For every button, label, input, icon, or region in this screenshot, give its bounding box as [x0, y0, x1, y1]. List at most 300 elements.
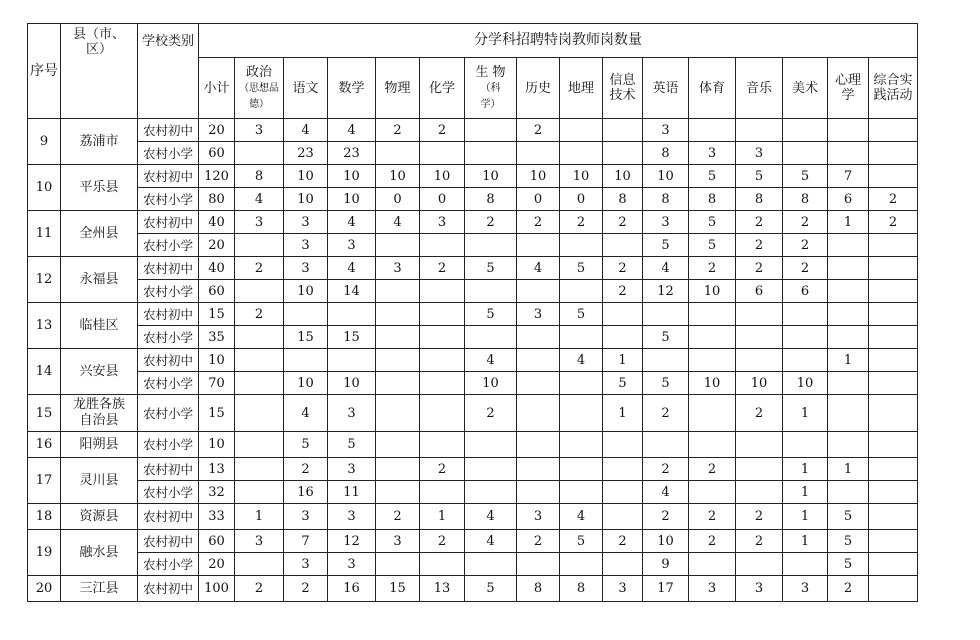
cell-count: [828, 234, 869, 257]
teacher-posts-table: [27, 23, 918, 602]
cell-count: 3: [328, 234, 376, 257]
header-pe: 体育: [689, 58, 736, 119]
cell-count: [869, 530, 918, 553]
cell-count: [869, 257, 918, 280]
cell-count: 2: [235, 303, 284, 326]
table-row: [28, 211, 918, 234]
cell-count: 4: [465, 504, 517, 530]
row-seq: 19: [28, 530, 61, 576]
cell-count: [643, 303, 689, 326]
cell-count: [517, 553, 560, 576]
cell-count: [783, 119, 828, 142]
cell-count: [736, 458, 783, 481]
cell-count: [376, 349, 420, 372]
cell-count: [869, 119, 918, 142]
cell-count: [869, 553, 918, 576]
table-row: [28, 504, 918, 530]
cell-count: 1: [828, 349, 869, 372]
row-school-type: 农村小学: [138, 481, 199, 504]
cell-count: 2: [603, 280, 643, 303]
row-county: 资源县: [61, 504, 138, 530]
cell-count: 13: [420, 576, 465, 602]
cell-count: [869, 576, 918, 602]
cell-count: [736, 303, 783, 326]
cell-count: 10: [284, 372, 328, 395]
cell-count: 5: [689, 234, 736, 257]
cell-count: 1: [783, 530, 828, 553]
table-row: [28, 481, 918, 504]
cell-count: [783, 326, 828, 349]
cell-count: 12: [643, 280, 689, 303]
cell-count: [783, 432, 828, 458]
header-art: 美术: [783, 58, 828, 119]
cell-count: [465, 142, 517, 165]
cell-count: [235, 349, 284, 372]
header-county: 县（市、 区）: [61, 24, 138, 119]
header-psychology: 心理 学: [828, 58, 869, 119]
table-row: [28, 326, 918, 349]
cell-count: [783, 142, 828, 165]
cell-count: 7: [284, 530, 328, 553]
cell-count: [689, 326, 736, 349]
cell-count: [603, 119, 643, 142]
cell-count: 2: [736, 257, 783, 280]
cell-count: 11: [328, 481, 376, 504]
cell-count: [560, 481, 603, 504]
cell-count: [736, 432, 783, 458]
row-seq: 11: [28, 211, 61, 257]
cell-subtotal: 15: [199, 395, 235, 432]
cell-count: [869, 432, 918, 458]
cell-count: 2: [643, 504, 689, 530]
cell-count: 2: [560, 211, 603, 234]
cell-count: [603, 553, 643, 576]
row-school-type: 农村初中: [138, 349, 199, 372]
row-county: 永福县: [61, 257, 138, 303]
cell-count: 2: [643, 458, 689, 481]
cell-count: 7: [828, 165, 869, 188]
table-row: [28, 432, 918, 458]
cell-subtotal: 20: [199, 234, 235, 257]
cell-count: 5: [465, 303, 517, 326]
cell-count: 3: [643, 211, 689, 234]
cell-count: 10: [284, 165, 328, 188]
cell-count: [560, 458, 603, 481]
cell-count: 5: [643, 372, 689, 395]
row-seq: 14: [28, 349, 61, 395]
cell-count: 4: [328, 119, 376, 142]
table-row: [28, 142, 918, 165]
header-it: 信息 技术: [603, 58, 643, 119]
cell-count: [560, 234, 603, 257]
cell-count: [828, 326, 869, 349]
header-seq: 序号: [28, 24, 61, 119]
cell-count: [689, 303, 736, 326]
cell-count: [465, 119, 517, 142]
row-county: 平乐县: [61, 165, 138, 211]
cell-count: 3: [517, 504, 560, 530]
cell-count: 10: [783, 372, 828, 395]
cell-count: 4: [560, 349, 603, 372]
row-school-type: 农村初中: [138, 458, 199, 481]
cell-count: [689, 432, 736, 458]
header-politics: 政治 （思想品 德）: [235, 58, 284, 119]
cell-count: 10: [284, 188, 328, 211]
cell-count: [869, 280, 918, 303]
row-county: 阳朔县: [61, 432, 138, 458]
cell-count: [869, 349, 918, 372]
cell-count: 3: [517, 303, 560, 326]
cell-count: 5: [603, 372, 643, 395]
cell-count: 1: [783, 395, 828, 432]
header-music: 音乐: [736, 58, 783, 119]
row-school-type: 农村小学: [138, 142, 199, 165]
cell-count: [420, 349, 465, 372]
cell-count: 2: [736, 211, 783, 234]
cell-count: 2: [603, 257, 643, 280]
cell-count: 9: [643, 553, 689, 576]
cell-count: 2: [465, 395, 517, 432]
cell-count: 14: [328, 280, 376, 303]
cell-count: 4: [643, 257, 689, 280]
cell-count: 2: [284, 458, 328, 481]
cell-count: [869, 234, 918, 257]
cell-count: [603, 303, 643, 326]
cell-count: [517, 458, 560, 481]
cell-count: [376, 372, 420, 395]
cell-subtotal: 70: [199, 372, 235, 395]
row-county: 兴安县: [61, 349, 138, 395]
cell-subtotal: 33: [199, 504, 235, 530]
cell-count: [420, 326, 465, 349]
cell-count: 5: [465, 576, 517, 602]
cell-count: 4: [376, 211, 420, 234]
cell-count: [517, 280, 560, 303]
cell-count: 5: [643, 234, 689, 257]
cell-count: 1: [603, 349, 643, 372]
cell-count: 4: [328, 257, 376, 280]
cell-count: 8: [603, 188, 643, 211]
cell-count: 5: [560, 257, 603, 280]
cell-count: [376, 303, 420, 326]
cell-subtotal: 20: [199, 119, 235, 142]
cell-count: [603, 432, 643, 458]
cell-subtotal: 10: [199, 349, 235, 372]
cell-count: 1: [783, 458, 828, 481]
cell-count: 3: [603, 576, 643, 602]
cell-count: 2: [783, 234, 828, 257]
row-seq: 10: [28, 165, 61, 211]
cell-count: 6: [783, 280, 828, 303]
cell-count: 0: [517, 188, 560, 211]
cell-subtotal: 100: [199, 576, 235, 602]
cell-count: 2: [736, 530, 783, 553]
row-school-type: 农村初中: [138, 257, 199, 280]
header-chemistry: 化学: [420, 58, 465, 119]
header-english: 英语: [643, 58, 689, 119]
cell-count: [689, 553, 736, 576]
cell-count: 3: [689, 142, 736, 165]
cell-count: [603, 234, 643, 257]
cell-count: [376, 458, 420, 481]
cell-count: [560, 119, 603, 142]
cell-count: [420, 234, 465, 257]
cell-count: 3: [235, 530, 284, 553]
cell-count: [420, 553, 465, 576]
row-school-type: 农村小学: [138, 280, 199, 303]
row-seq: 18: [28, 504, 61, 530]
cell-count: [736, 481, 783, 504]
row-seq: 9: [28, 119, 61, 165]
cell-count: [828, 303, 869, 326]
cell-count: [235, 553, 284, 576]
cell-count: [420, 395, 465, 432]
cell-count: 2: [828, 576, 869, 602]
cell-count: 15: [284, 326, 328, 349]
cell-subtotal: 10: [199, 432, 235, 458]
cell-count: 5: [643, 326, 689, 349]
cell-count: [517, 432, 560, 458]
cell-subtotal: 60: [199, 142, 235, 165]
cell-count: [828, 280, 869, 303]
cell-count: 3: [284, 553, 328, 576]
table-row: [28, 576, 918, 602]
table-row: [28, 372, 918, 395]
cell-count: 2: [689, 504, 736, 530]
table-row: [28, 119, 918, 142]
cell-count: 1: [235, 504, 284, 530]
cell-count: 3: [689, 576, 736, 602]
row-school-type: 农村初中: [138, 530, 199, 553]
header-biology: 生 物 （科 学）: [465, 58, 517, 119]
row-seq: 12: [28, 257, 61, 303]
cell-count: 2: [869, 188, 918, 211]
cell-count: [420, 280, 465, 303]
cell-count: [869, 395, 918, 432]
cell-count: 8: [235, 165, 284, 188]
cell-count: 3: [328, 458, 376, 481]
cell-count: [689, 119, 736, 142]
cell-count: 3: [736, 576, 783, 602]
cell-count: 5: [736, 165, 783, 188]
cell-subtotal: 60: [199, 280, 235, 303]
cell-count: 2: [517, 119, 560, 142]
cell-count: 8: [517, 576, 560, 602]
cell-count: 15: [328, 326, 376, 349]
cell-count: [689, 349, 736, 372]
cell-count: 5: [689, 165, 736, 188]
cell-count: [869, 326, 918, 349]
cell-subtotal: 20: [199, 553, 235, 576]
cell-count: [783, 303, 828, 326]
cell-count: 1: [783, 481, 828, 504]
cell-count: 0: [376, 188, 420, 211]
cell-count: [560, 280, 603, 303]
cell-count: 2: [420, 458, 465, 481]
cell-count: [828, 119, 869, 142]
cell-count: 2: [603, 530, 643, 553]
cell-count: 3: [420, 211, 465, 234]
cell-count: 2: [736, 234, 783, 257]
cell-count: [828, 481, 869, 504]
cell-count: [560, 432, 603, 458]
cell-count: [376, 280, 420, 303]
cell-count: 4: [284, 395, 328, 432]
cell-count: 8: [560, 576, 603, 602]
cell-count: 10: [736, 372, 783, 395]
cell-count: [517, 481, 560, 504]
table-row: [28, 165, 918, 188]
cell-subtotal: 13: [199, 458, 235, 481]
table-row: [28, 530, 918, 553]
cell-count: [869, 303, 918, 326]
cell-count: 8: [783, 188, 828, 211]
cell-count: 4: [328, 211, 376, 234]
cell-subtotal: 40: [199, 211, 235, 234]
row-county: 龙胜各族自治县: [61, 395, 138, 432]
cell-count: [376, 234, 420, 257]
cell-count: 2: [420, 257, 465, 280]
cell-count: [828, 257, 869, 280]
header-geography: 地理: [560, 58, 603, 119]
row-school-type: 农村小学: [138, 553, 199, 576]
row-county: 荔浦市: [61, 119, 138, 165]
cell-count: 2: [689, 530, 736, 553]
row-seq: 17: [28, 458, 61, 504]
cell-subtotal: 60: [199, 530, 235, 553]
cell-count: 2: [465, 211, 517, 234]
cell-count: [235, 142, 284, 165]
cell-count: 0: [560, 188, 603, 211]
cell-count: [376, 326, 420, 349]
table-row: [28, 303, 918, 326]
cell-count: [736, 553, 783, 576]
cell-count: [643, 349, 689, 372]
cell-subtotal: 80: [199, 188, 235, 211]
cell-count: [689, 395, 736, 432]
cell-count: [828, 142, 869, 165]
row-seq: 20: [28, 576, 61, 602]
cell-count: [560, 553, 603, 576]
cell-count: 10: [689, 280, 736, 303]
cell-count: 2: [376, 504, 420, 530]
cell-count: 8: [689, 188, 736, 211]
cell-count: 10: [643, 165, 689, 188]
cell-count: [517, 142, 560, 165]
header-practice: 综合实 践活动: [869, 58, 918, 119]
cell-subtotal: 32: [199, 481, 235, 504]
cell-count: 12: [328, 530, 376, 553]
row-school-type: 农村初中: [138, 211, 199, 234]
cell-count: [465, 234, 517, 257]
cell-count: 3: [284, 211, 328, 234]
row-school-type: 农村小学: [138, 432, 199, 458]
cell-count: [869, 481, 918, 504]
cell-count: [783, 349, 828, 372]
row-county: 临桂区: [61, 303, 138, 349]
cell-count: [465, 458, 517, 481]
row-county: 灵川县: [61, 458, 138, 504]
cell-count: [869, 504, 918, 530]
cell-count: 2: [783, 257, 828, 280]
cell-count: 4: [235, 188, 284, 211]
cell-count: 10: [376, 165, 420, 188]
table-row: [28, 395, 918, 432]
cell-count: [420, 372, 465, 395]
cell-count: [235, 234, 284, 257]
cell-count: [465, 432, 517, 458]
cell-count: [869, 458, 918, 481]
cell-count: 4: [643, 481, 689, 504]
cell-count: 5: [689, 211, 736, 234]
cell-count: [643, 432, 689, 458]
cell-subtotal: 40: [199, 257, 235, 280]
cell-count: 6: [828, 188, 869, 211]
cell-count: [869, 142, 918, 165]
cell-count: 2: [783, 211, 828, 234]
cell-count: 2: [517, 530, 560, 553]
cell-count: [560, 326, 603, 349]
table-row: [28, 349, 918, 372]
cell-count: [235, 432, 284, 458]
table-row: [28, 458, 918, 481]
cell-count: 8: [465, 188, 517, 211]
cell-count: 10: [328, 165, 376, 188]
header-history: 历史: [517, 58, 560, 119]
cell-count: [328, 349, 376, 372]
row-school-type: 农村初中: [138, 119, 199, 142]
cell-count: 4: [517, 257, 560, 280]
cell-count: [603, 504, 643, 530]
cell-subtotal: 35: [199, 326, 235, 349]
cell-count: [828, 432, 869, 458]
cell-count: 15: [376, 576, 420, 602]
cell-count: [736, 119, 783, 142]
cell-count: [376, 395, 420, 432]
cell-count: 5: [284, 432, 328, 458]
cell-count: 10: [560, 165, 603, 188]
cell-count: 2: [235, 576, 284, 602]
cell-count: 5: [560, 530, 603, 553]
cell-count: 2: [689, 458, 736, 481]
cell-count: [828, 372, 869, 395]
cell-count: 3: [376, 530, 420, 553]
cell-count: [284, 349, 328, 372]
cell-count: 1: [828, 211, 869, 234]
cell-count: 2: [869, 211, 918, 234]
cell-count: [235, 481, 284, 504]
cell-count: 5: [828, 553, 869, 576]
cell-count: 3: [783, 576, 828, 602]
cell-count: 3: [328, 395, 376, 432]
cell-count: 8: [736, 188, 783, 211]
cell-count: 10: [328, 188, 376, 211]
cell-count: 3: [284, 257, 328, 280]
row-seq: 15: [28, 395, 61, 432]
cell-count: [869, 165, 918, 188]
cell-count: 10: [643, 530, 689, 553]
cell-count: 5: [465, 257, 517, 280]
cell-count: [235, 458, 284, 481]
cell-count: 2: [736, 504, 783, 530]
cell-count: 2: [420, 119, 465, 142]
cell-count: [689, 481, 736, 504]
cell-count: [517, 372, 560, 395]
header-school-type: 学校类别: [138, 24, 199, 119]
cell-count: [560, 395, 603, 432]
cell-count: [736, 349, 783, 372]
cell-count: [517, 349, 560, 372]
